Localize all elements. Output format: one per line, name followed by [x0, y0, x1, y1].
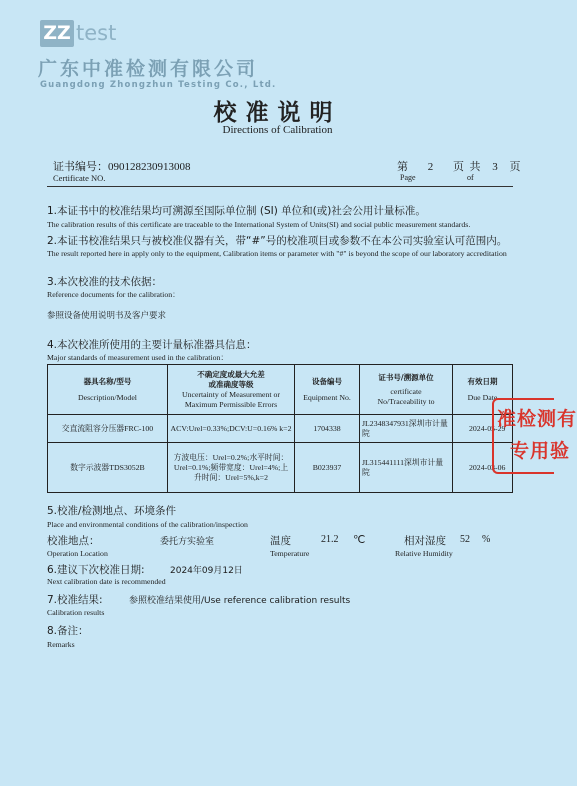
- section-6-heading: 6.建议下次校准日期:: [47, 564, 145, 576]
- header-en: Due Date: [467, 392, 498, 402]
- table-cell-unc: 方波电压：Urel=0.2%;水平时间：Urel=0.1%;频带宽度：Urel=4%;上升时间：Urel=5%,k=2: [168, 443, 295, 493]
- header-en: Description/Model: [78, 392, 137, 402]
- table-header-cell: [360, 365, 453, 415]
- section-2-heading: 2.本证书校准结果只与被校准仪器有关，带“#”号的校准项目或参数不在本公司实验室认可范围内。: [47, 235, 508, 247]
- table-header-cell: [48, 365, 168, 415]
- certificate-number: [53, 158, 191, 174]
- temperature-unit: ℃: [353, 534, 366, 546]
- calibration-result-value: 参照校准结果使用/Use reference calibration results: [129, 596, 351, 606]
- header-divider: [47, 186, 513, 187]
- location-label-en: Operation Location: [47, 549, 108, 558]
- total-unit: 页: [509, 160, 521, 173]
- location-label: 校准地点：: [47, 535, 100, 547]
- section-3-value: 参照设备使用说明书及客户要求: [47, 311, 167, 321]
- next-calibration-date: 2024年09月12日: [170, 566, 243, 576]
- page-title: 校准说明: [213, 100, 342, 126]
- section-4-en: Major standards of measurement used in the calibration：: [47, 353, 229, 362]
- humidity-unit: %: [482, 534, 491, 545]
- humidity-label: 相对湿度: [404, 535, 446, 547]
- section-5-en: Place and environmental conditions of the calibration/inspection: [47, 520, 248, 529]
- section-8-en: Remarks: [47, 640, 75, 649]
- humidity-label-en: Relative Humidity: [395, 549, 453, 558]
- table-cell-equip: 1704338: [295, 415, 360, 443]
- header-en: certificate No/Traceability to: [377, 386, 435, 406]
- section-1-en: The calibration results of this certificate are traceable to the International System of Units(SI) and social public measurement standards.: [47, 220, 471, 229]
- section-6-en: Next calibration date is recommended: [47, 577, 166, 586]
- of-cn: 共: [469, 160, 481, 173]
- section-7-en: Calibration results: [47, 608, 105, 617]
- location-value: 委托方实验室: [160, 537, 215, 547]
- page-number: 2: [427, 161, 434, 173]
- header-cn: 有效日期: [467, 376, 498, 386]
- header-en: Equipment No.: [303, 392, 351, 402]
- header-cn: 证书号/溯源单位: [378, 372, 434, 382]
- table-cell-desc: 数字示波器TDS3052B: [48, 443, 168, 493]
- section-3-heading: 3.本次校准的技术依据：: [47, 276, 163, 288]
- table-cell-unc: ACV:Urel=0.33%;DCV:U=0.16% k=2: [168, 415, 295, 443]
- table-header-cell: [295, 365, 360, 415]
- humidity-value: 52: [460, 534, 470, 545]
- seal-text-2: 专用验: [510, 440, 571, 462]
- section-1-heading: 1.本证书中的校准结果均可溯源至国际单位制 (SI) 单位和(或)社会公用计量标准。: [47, 205, 426, 217]
- page-cn: 第: [397, 160, 408, 173]
- table-cell-equip: B023937: [295, 443, 360, 493]
- page-unit: 页: [453, 160, 464, 173]
- table-header-row: [48, 365, 513, 415]
- temperature-label: 温度: [270, 535, 291, 547]
- certificate-label: 证书编号：: [53, 160, 108, 173]
- table-cell-cert: JL2348347931深圳市计量院: [360, 415, 453, 443]
- section-3-en: Reference documents for the calibration：: [47, 290, 180, 299]
- header-cn: 不确定度或最大允差 或准确度等级: [197, 369, 265, 389]
- page-indicator: [397, 158, 521, 174]
- section-7-heading: 7.校准结果:: [47, 594, 103, 606]
- page-subtitle: Directions of Calibration: [222, 124, 333, 136]
- company-name-cn: 广东中准检测有限公司: [38, 58, 259, 80]
- logo-mark: ZZ: [40, 20, 74, 47]
- company-name-en: Guangdong Zhongzhun Testing Co., Ltd.: [40, 80, 277, 90]
- certificate-value: 090128230913008: [108, 161, 191, 173]
- temperature-label-en: Temperature: [270, 549, 310, 558]
- table-row: [48, 415, 513, 443]
- table-header-cell: [168, 365, 295, 415]
- header-cn: 器具名称/型号: [83, 376, 132, 386]
- temperature-value: 21.2: [321, 534, 339, 545]
- seal-text-1: 准检测有: [497, 408, 577, 430]
- section-4-heading: 4.本次校准所使用的主要计量标准器具信息：: [47, 339, 257, 351]
- header-en: Uncertainty of Measurement or Maximum Permissible Errors: [181, 389, 281, 409]
- certificate-label-en: Certificate NO.: [53, 173, 106, 183]
- table-cell-due: 2024-03-06: [453, 443, 513, 493]
- of-label-en: of: [467, 173, 474, 182]
- logo-text: test: [76, 21, 117, 45]
- table-cell-cert: JL315441111深圳市计量院: [360, 443, 453, 493]
- section-5-heading: 5.校准/检测地点、环境条件: [47, 505, 177, 517]
- standards-table: [47, 364, 513, 493]
- table-cell-desc: 交直流阻容分压器FRC-100: [48, 415, 168, 443]
- table-cell-due: 2024-05-29: [453, 415, 513, 443]
- page-label-en: Page: [400, 173, 416, 182]
- table-row: [48, 443, 513, 493]
- section-8-heading: 8.备注：: [47, 625, 89, 637]
- header-cn: 设备编号: [312, 376, 342, 386]
- page-total: 3: [492, 161, 498, 173]
- section-2-en: The result reported here in apply only to the equipment, Calibration items or parameter with "#" is beyond the scope of our laboratory accreditation: [47, 249, 507, 258]
